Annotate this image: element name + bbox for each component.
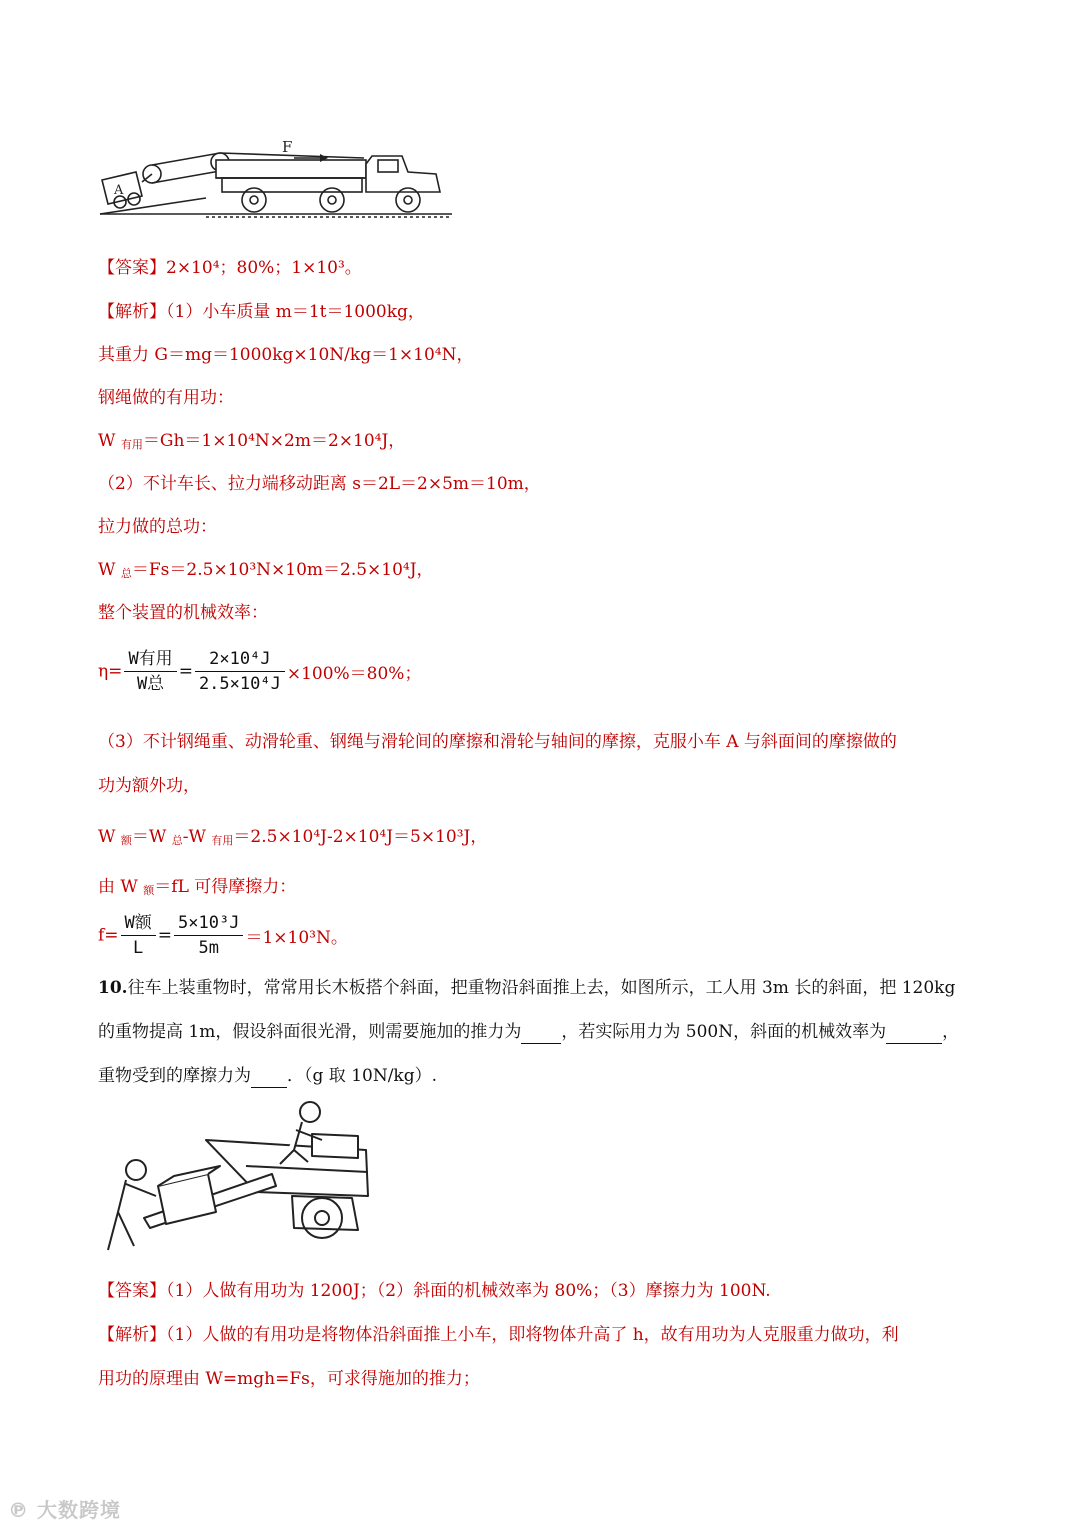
analysis-1-line-9: （3）不计钢绳重、动滑轮重、钢绳与滑轮间的摩擦和滑轮与轴间的摩擦，克服小车 A 与斜面间的摩擦做的 <box>98 732 897 752</box>
analysis-1-line-4: W $_{有用}$＝Gh＝1×10⁴N×2m＝2×10⁴J， <box>98 431 406 451</box>
ramp-workers-figure <box>96 1100 386 1260</box>
fraction-extra-work: $\frac{\text{W额}}{L}$ <box>121 911 156 960</box>
answer-blank-2[interactable] <box>886 1021 942 1044</box>
analysis-2-line-2: 用功的原理由 W=mgh=Fs，可求得施加的推力； <box>98 1369 480 1389</box>
analysis-1-line-10: 功为额外功， <box>98 776 200 796</box>
analysis-1-line-5: （2）不计车长、拉力端移动距离 s＝2L＝2×5m＝10m， <box>98 474 541 494</box>
answer-text: 2×10⁴；80%；1×10³。 <box>166 258 362 278</box>
analysis-1-line-3: 钢绳做的有用功： <box>98 388 234 408</box>
analysis-1-line-7: W $_总$＝Fs＝2.5×10³N×10m＝2.5×10⁴J， <box>98 560 434 580</box>
watermark-logo: ℗ 大数跨境 <box>8 1498 121 1522</box>
answer-text: （1）人做有用功为 1200J；（2）斜面的机械效率为 80%；（3）摩擦力为 100N. <box>166 1281 771 1301</box>
watermark-icon: ℗ <box>8 1498 37 1522</box>
analysis-tag: 【解析】 <box>98 1325 166 1345</box>
answer-1 <box>98 257 362 279</box>
question-10-line-2: 的重物提高 1m，假设斜面很光滑，则需要施加的推力为 ，若实际用力为 500N，斜面的机械效率为 ， <box>98 1022 960 1042</box>
answer-blank-3[interactable] <box>251 1065 287 1088</box>
question-number: 10. <box>98 978 128 998</box>
analysis-1-line-12: 由 W $_额$＝fL 可得摩擦力： <box>98 877 297 897</box>
block-label: A <box>114 183 124 198</box>
answer-blank-1[interactable] <box>521 1021 561 1044</box>
analysis-1-line-6: 拉力做的总功： <box>98 517 217 537</box>
friction-formula: f= $\frac{\text{W额}}{L}$ = $\frac{\text{5×10³J}}{5m}$ ＝1×10³N。 <box>98 913 348 958</box>
analysis-1-line-8: 整个装置的机械效率： <box>98 603 268 623</box>
analysis-1-line-2: 其重力 G＝mg＝1000kg×10N/kg＝1×10⁴N， <box>98 345 474 365</box>
force-label: F <box>282 138 293 156</box>
question-10-line-3: 重物受到的摩擦力为 ．（g 取 10N/kg）. <box>98 1066 438 1086</box>
pulley-truck-figure <box>96 132 456 222</box>
analysis-2-line-1: 【解析】（1）人做的有用功是将物体沿斜面推上小车，即将物体升高了 h，故有用功为人克服重力做功，利 <box>98 1325 899 1345</box>
analysis-1-line-1: 【解析】（1）小车质量 m＝1t＝1000kg， <box>98 302 425 322</box>
answer-tag: 【答案】 <box>98 1281 166 1301</box>
fraction-work-values: $\frac{\text{2×10⁴J}}{\text{2.5×10⁴J}}$ <box>195 647 285 696</box>
fraction-extra-work-values: $\frac{\text{5×10³J}}{5m}$ <box>174 911 243 960</box>
question-10-line-1: 10.往车上装重物时，常常用长木板搭个斜面，把重物沿斜面推上去，如图所示，工人用 3m 长的斜面，把 120kg <box>98 978 956 998</box>
analysis-1-line-11: W $_额$＝W $_总$-W $_{有用}$＝2.5×10⁴J-2×10⁴J＝5×10³J， <box>98 827 488 847</box>
efficiency-formula: η= $\frac{\text{W有用}}{\text{W总}}$ = $\frac{\text{2×10⁴J}}{\text{2.5×10⁴J}}$ ×100%＝80%； <box>98 649 422 694</box>
analysis-tag: 【解析】 <box>98 302 166 322</box>
fraction-work-ratio: $\frac{\text{W有用}}{\text{W总}}$ <box>124 647 176 696</box>
answer-2 <box>98 1280 771 1302</box>
answer-tag: 【答案】 <box>98 258 166 278</box>
